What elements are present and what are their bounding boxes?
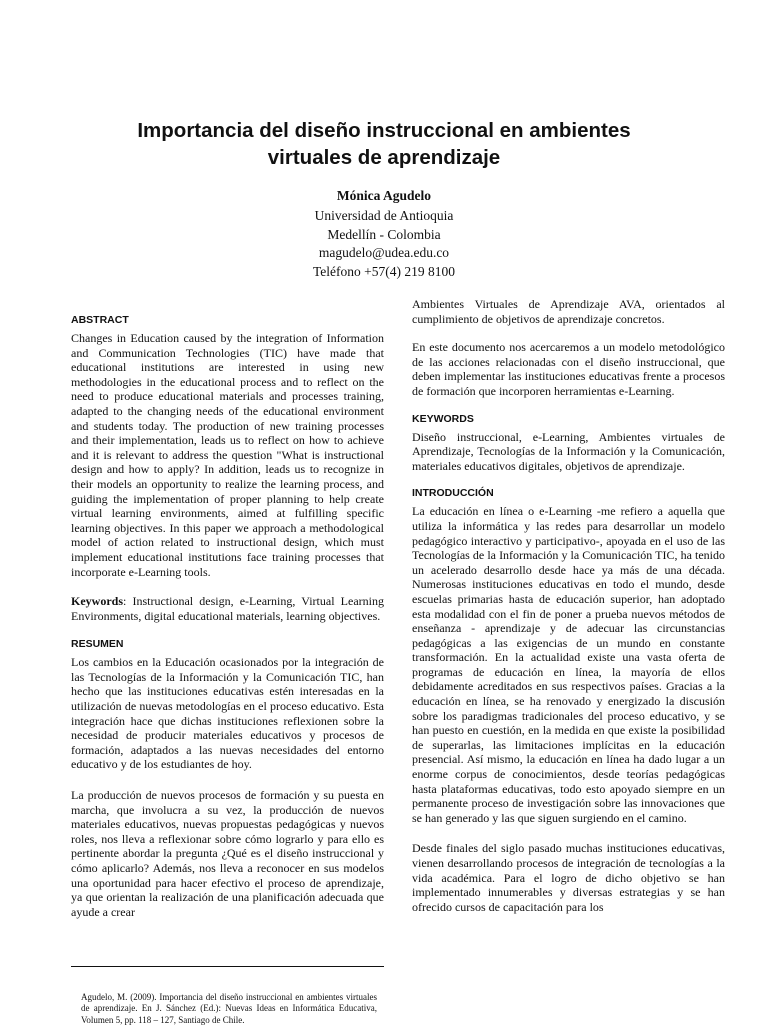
keywords-paragraph: Diseño instruccional, e-Learning, Ambientes virtuales de Aprendizaje, Tecnologías de la Información y la Comunicación, materiales educativos digitales, objetivos de aprendizaje. bbox=[412, 429, 725, 473]
introduccion-paragraph-2: Desde finales del siglo pasado muchas instituciones educativas, vienen desarrollando procesos de integración de tecnologías a la vida académica. Para el logro de dicho objetivo se han implementado innumerables y diversas estrategias y se han ofrecido cursos de capacitación para los bbox=[412, 841, 725, 914]
resumen-paragraph-1: Los cambios en la Educación ocasionados por la integración de las Tecnologías de la Información y la Comunicación TIC, han hecho que las instituciones educativas estén interesadas en la utilización de nuevas metodologías en el proceso educativo. Esta integración hace que dichas instituciones reflexionen sobre la necesidad de producir materiales educativos y procesos de formación, adaptados a las nuevas necesidades del entorno educativo y de los estudiantes de hoy. bbox=[71, 655, 384, 772]
keywords-label: Keywords bbox=[71, 594, 123, 609]
abstract-keywords bbox=[71, 594, 384, 623]
footnote-citation: Agudelo, M. (2009). Importancia del diseño instruccional en ambientes virtuales de aprendizaje. En J. Sánchez (Ed.): Nuevas Ideas en Informática Educativa, Volumen 5, pp. 118 – 127, Santiago de Chile. bbox=[81, 992, 377, 1025]
resumen-heading: RESUMEN bbox=[71, 638, 124, 651]
author-block bbox=[184, 187, 584, 281]
author-phone: Teléfono +57(4) 219 8100 bbox=[312, 263, 455, 279]
left-column bbox=[71, 314, 384, 919]
resumen-paragraph-2: La producción de nuevos procesos de formación y su puesta en marcha, que involucra a su vez, la producción de nuevos materiales educativos, nuevas propuestas pedagógicas y nuevos roles, nos lleva a reflexionar sobre cómo lograrlo y para ello es pertinente abordar la pregunta ¿Qué es el diseño instruccional y cómo aplicarlo? Además, nos lleva a reconocer en sus modelos una oportunidad para hacer efectivo el proceso de aprendizaje, ya que orientan la realización de una planificación adecuada que ayude a crear bbox=[71, 788, 384, 919]
introduccion-paragraph-1: La educación en línea o e-Learning -me refiero a aquella que utiliza la informática y las redes para desarrollar un modelo pedagógico interactivo y participativo-, apoyada en el uso de las Tecnologías de la Información y la Comunicación TIC, ha tenido un acelerado desarrollo desde hace ya más de una década. Numerosas instituciones educativas en todo el mundo, desde escuelas primarias hasta de educación superior, han adoptado esta modalidad con el fin de poner a prueba nuevos métodos de enseñanza - aprendizaje y de adecuar las circunstancias pedagógicas a las exigencias de un mundo en constante transformación. En la actualidad existe una vasta oferta de programas de educación en línea, la mayoría de ellos debidamente acreditados en sus respectivos países. Gracias a la educación en línea, se ha renovado y energizado la discusión sobre los paradigmas tradicionales del proceso educativo, y se han puesto en cuestión, en la medida en que existe la posibilidad de superarlas, las limitaciones implícitas en la educación presencial. Así mismo, la educación en línea ha dado lugar a un enorme corpus de conocimientos, desde teorías pedagógicas hasta plataformas educativas, todo esto apoyado siempre en un permanente proceso de investigación sobre las innovaciones que se han generado y las que siguen surgiendo en el camino. bbox=[412, 504, 725, 825]
introduccion-heading: INTRODUCCIÓN bbox=[412, 487, 494, 500]
right-column bbox=[412, 297, 725, 914]
abstract-text: Changes in Education caused by the integration of Information and Communication Technologies (TIC) have made that educational institutions are interested in using new methodologies in the educational process and to reflect on the need to produce educational materials and processes training, adapted to the changing needs of the educational environment and students today. The production of new training processes and their implementation, leads us to reflect on how to achieve and it is relevant to address the question "What is instructional design and how to apply? In addition, leads us to recognize in their models an opportunity to realize the learning process, and guiding the implementation of proper planning to help create virtual learning environments, aimed at fulfilling specific learning objectives. In this paper we approach a methodological model of action related to instructional design, which must implement educational institutions face training processes that incorporate e-Learning tools. bbox=[71, 331, 384, 579]
abstract-heading: ABSTRACT bbox=[71, 314, 129, 326]
author-location: Medellín - Colombia bbox=[327, 226, 441, 242]
author-affiliation: Universidad de Antioquia bbox=[314, 208, 454, 224]
resumen-paragraph-4: En este documento nos acercaremos a un modelo metodológico de las acciones relacionadas con el diseño instruccional, que deben implementar las instituciones educativas frente a procesos de formación que incorporen herramientas e-Learning. bbox=[412, 340, 725, 398]
footnote-divider bbox=[71, 966, 384, 967]
author-email: magudelo@udea.edu.co bbox=[318, 245, 450, 261]
resumen-paragraph-3: Ambientes Virtuales de Aprendizaje AVA, orientados al cumplimiento de objetivos de aprendizaje concretos. bbox=[412, 297, 725, 326]
paper-title: Importancia del diseño instruccional en ambientes virtuales de aprendizaje bbox=[137, 119, 631, 169]
author-name: Mónica Agudelo bbox=[336, 188, 432, 203]
keywords-heading: KEYWORDS bbox=[412, 412, 474, 425]
keywords-text: : Instructional design, e-Learning, Virtual Learning Environments, digital educational materials, learning objectives. bbox=[71, 594, 384, 623]
